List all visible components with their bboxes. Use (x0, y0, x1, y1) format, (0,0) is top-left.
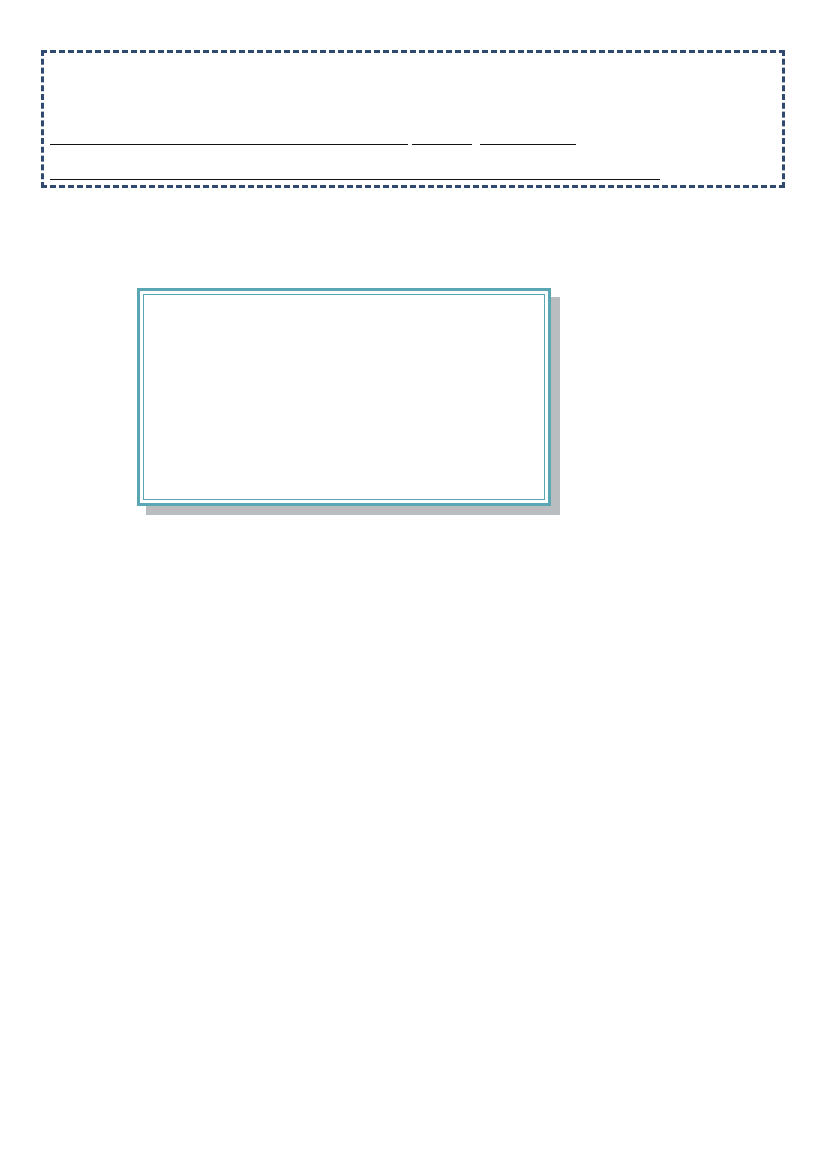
date-row (50, 167, 660, 184)
header-box (41, 50, 785, 188)
class-field[interactable] (480, 132, 576, 145)
name-field[interactable] (50, 132, 408, 145)
name-row (50, 132, 576, 149)
date-field[interactable] (50, 167, 660, 180)
example-box-inner (143, 294, 545, 500)
example-box (137, 288, 551, 506)
no-field[interactable] (412, 132, 472, 145)
